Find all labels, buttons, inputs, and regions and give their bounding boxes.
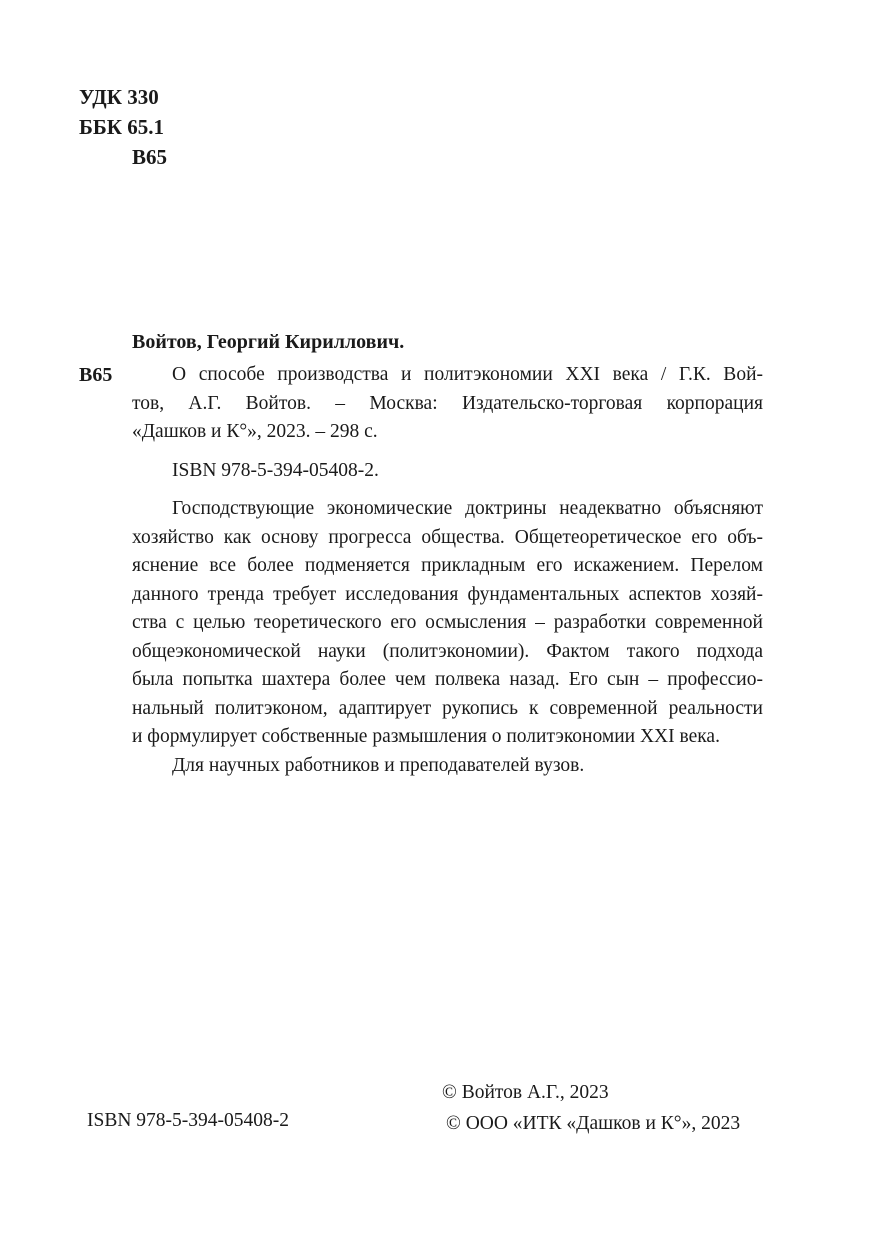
annotation-line: нальный политэконом, адаптирует рукопись к современной реальности — [132, 697, 763, 719]
bibliographic-description — [132, 361, 763, 447]
audience-note: Для научных работников и преподавателей вузов. — [172, 754, 585, 776]
footer-isbn: ISBN 978-5-394-05408-2 — [87, 1110, 290, 1131]
copyright-author: © Войтов А.Г., 2023 — [442, 1082, 609, 1103]
copyright-block — [442, 1077, 740, 1139]
record-isbn: ISBN 978-5-394-05408-2. — [172, 459, 379, 481]
annotation-line: яснение все более подменяется прикладным его искажением. Перелом — [132, 555, 763, 576]
annotation-line: и формулирует собственные размышления о политэкономии XXI века. — [132, 726, 720, 747]
record-author-mark: В65 — [79, 364, 113, 386]
copyright-publisher: © ООО «ИТК «Дашков и К°», 2023 — [446, 1113, 741, 1134]
description-line: О способе производства и политэкономии XXI века / Г.К. Вой- — [172, 364, 763, 385]
bibliographic-record — [132, 361, 763, 780]
annotation-line: ства с целью теоретического его осмысления – разработки современной — [132, 612, 763, 633]
annotation-line: хозяйство как основу прогресса общества. Общетеоретическое его объ- — [132, 526, 763, 548]
author-heading: Войтов, Георгий Кириллович. — [132, 331, 405, 353]
description-line: «Дашков и К°», 2023. – 298 с. — [132, 421, 378, 442]
author-mark: В65 — [132, 145, 168, 169]
annotation-line: была попытка шахтера более чем полвека назад. Его сын – профессио- — [132, 669, 763, 690]
description-line: тов, А.Г. Войтов. – Москва: Издательско-торговая корпорация — [132, 392, 763, 414]
bbk-code: ББК 65.1 — [79, 115, 164, 139]
classification-block — [79, 82, 167, 172]
annotation-line: общеэкономической науки (политэкономии). Фактом такого подхода — [132, 640, 763, 662]
annotation-line: Господствующие экономические доктрины неадекватно объясняют — [172, 498, 763, 519]
udk-code: УДК 330 — [79, 85, 159, 109]
annotation-line: данного тренда требует исследования фундаментальных аспектов хозяй- — [132, 583, 763, 605]
annotation — [132, 495, 763, 752]
